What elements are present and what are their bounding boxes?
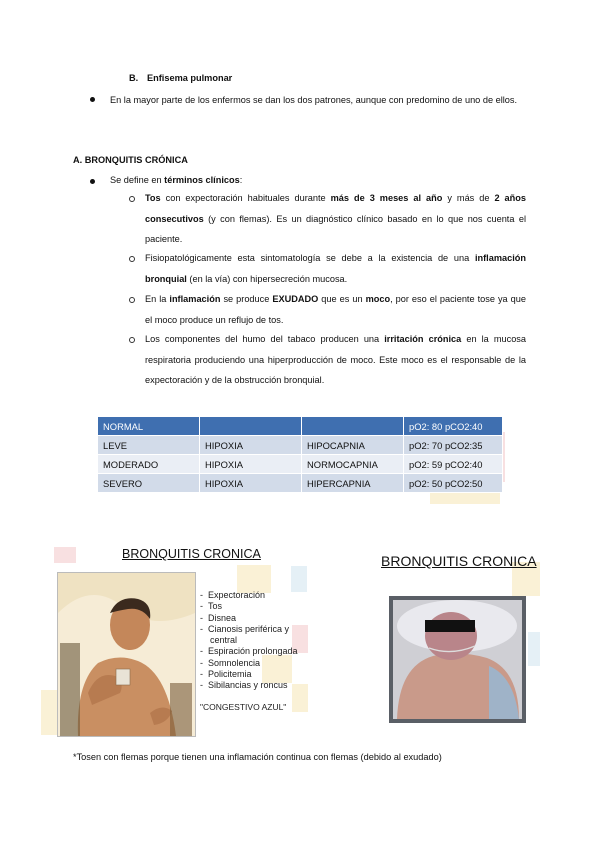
symptom-item: - Expectoración xyxy=(200,590,266,600)
symptom-text: Espiración prolongada xyxy=(208,646,298,657)
symptom-item: - Cianosis periférica y xyxy=(200,623,290,634)
table-row xyxy=(98,436,503,455)
section-a-title: A. BRONQUITIS CRÓNICA xyxy=(73,155,188,165)
table-cell xyxy=(200,417,302,436)
sub-item-4 xyxy=(145,329,526,391)
severity-table xyxy=(98,417,503,493)
symptom-item: - Policitemia xyxy=(200,669,252,680)
table-cell: HIPOCAPNIA xyxy=(302,436,404,455)
text: se produce xyxy=(220,294,273,304)
table-cell: HIPERCAPNIA xyxy=(302,474,404,493)
table-cell: HIPOXIA xyxy=(200,474,302,493)
bullet-icon xyxy=(90,97,95,102)
decor-square xyxy=(41,690,57,735)
slide-left-title: BRONQUITIS CRONICA xyxy=(122,547,261,561)
text: (y con flemas). Es un diagnóstico clínico basado en lo que nos cuenta el paciente. xyxy=(145,213,526,244)
table-cell: NORMOCAPNIA xyxy=(302,455,404,474)
bold-text: moco xyxy=(365,294,391,304)
symptom-list xyxy=(200,590,298,692)
table-cell: NORMAL xyxy=(98,417,200,436)
decor-square xyxy=(54,547,76,563)
table-cell: pO2: 80 pCO2:40 xyxy=(404,417,503,436)
decor-square xyxy=(237,565,271,593)
sub-bullet-icon xyxy=(129,337,135,343)
section-b-title: Enfisema pulmonar xyxy=(147,73,233,83)
table-cell xyxy=(302,417,404,436)
define-pre: Se define en xyxy=(110,175,165,185)
bold-text: inflamación xyxy=(169,294,221,304)
bullet-icon xyxy=(90,179,95,184)
table-cell: pO2: 50 pCO2:50 xyxy=(404,474,503,493)
define-paragraph xyxy=(110,174,242,187)
symptom-text: Cianosis periférica y xyxy=(208,623,290,634)
decor-square xyxy=(291,566,307,592)
congestivo-label: "CONGESTIVO AZUL" xyxy=(200,702,287,712)
table-cell: LEVE xyxy=(98,436,200,455)
symptom-item: - Tos xyxy=(200,601,223,612)
define-bold: términos clínicos xyxy=(164,175,240,185)
text: En la xyxy=(145,294,170,304)
symptom-text: Tos xyxy=(208,601,223,612)
text: en la mucosa respiratoria produciendo una hiperproducción de moco. Este moco es el responsable de la expectoración y de la obstrucción bronquial. xyxy=(145,334,527,385)
symptom-text: Sibilancias y roncus xyxy=(208,680,288,691)
bold-text: más de 3 meses al año xyxy=(330,193,443,203)
sub-bullet-icon xyxy=(129,256,135,262)
section-b-letter: B. xyxy=(129,73,139,83)
sub-bullet-icon xyxy=(129,196,135,202)
slide-right-title: BRONQUITIS CRONICA xyxy=(381,553,537,569)
symptom-text: Expectoración xyxy=(208,590,266,600)
bold-text: EXUDADO xyxy=(272,294,319,304)
symptom-item xyxy=(200,635,298,646)
text: Los componentes del humo del tabaco producen una xyxy=(145,334,385,344)
text: (en la vía) con hipersecreción mucosa. xyxy=(186,273,348,284)
intro-paragraph: En la mayor parte de los enfermos se dan los dos patrones, aunque con predomino de uno de ellos. xyxy=(110,95,518,105)
bold-text: 2 años consecutivos xyxy=(145,193,526,224)
table-cell: pO2: 59 pCO2:40 xyxy=(404,455,503,474)
table-row xyxy=(98,455,503,474)
symptom-text: Somnolencia xyxy=(208,657,261,668)
text: que es un xyxy=(318,294,366,304)
text: Fisiopatológicamente esta sintomatología se debe a la existencia de una xyxy=(145,253,475,263)
patient-illustration-svg xyxy=(58,573,195,736)
footnote: *Tosen con flemas porque tienen una inflamación continua con flemas (debido al exudado) xyxy=(73,752,442,762)
symptom-item: - Espiración prolongada xyxy=(200,646,298,657)
patient-photo-svg xyxy=(389,596,526,723)
text: con expectoración habituales durante xyxy=(160,193,331,203)
bold-text: Tos xyxy=(145,193,161,203)
table-cell: HIPOXIA xyxy=(200,455,302,474)
sub-item-1 xyxy=(145,188,526,250)
decor-square xyxy=(528,632,540,666)
text: , por eso el paciente tose ya que el moco produce un reflujo de tos. xyxy=(145,294,526,325)
table-cell: SEVERO xyxy=(98,474,200,493)
sub-bullet-icon xyxy=(129,297,135,303)
patient-photo xyxy=(389,596,526,723)
symptom-item: - Disnea xyxy=(200,612,237,623)
bold-text: irritación crónica xyxy=(384,334,462,344)
table-row xyxy=(98,417,503,436)
table-cell: pO2: 70 pCO2:35 xyxy=(404,436,503,455)
symptom-item: - Somnolencia xyxy=(200,657,261,668)
bold-text: inflamación bronquial xyxy=(145,253,526,284)
table-cell: HIPOXIA xyxy=(200,436,302,455)
symptom-text: Disnea xyxy=(208,612,237,623)
sub-item-3 xyxy=(145,289,526,330)
text: y más de xyxy=(442,193,495,203)
define-post: : xyxy=(239,175,243,185)
table-cell: MODERADO xyxy=(98,455,200,474)
table-row xyxy=(98,474,503,493)
symptom-item: - Sibilancias y roncus xyxy=(200,680,288,691)
patient-illustration xyxy=(57,572,196,737)
symptom-text: central xyxy=(210,635,238,646)
symptom-text: Policitemia xyxy=(208,669,252,680)
sub-item-2 xyxy=(145,248,526,289)
